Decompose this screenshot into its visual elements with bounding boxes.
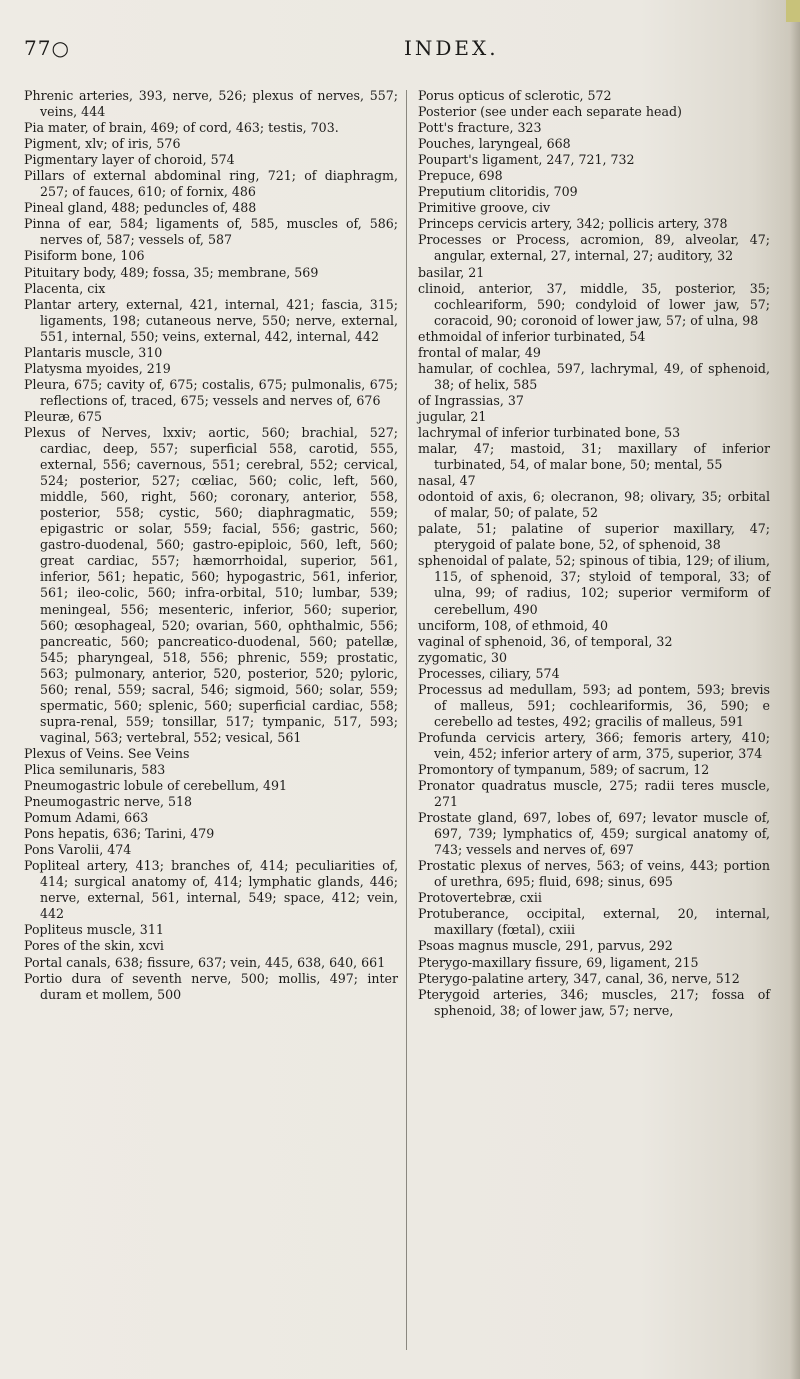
index-entry: Pineal gland, 488; peduncles of, 488 [24,200,257,216]
index-entry: Processus ad medullam, 593; ad pontem, 593; brevis of malleus, 591; cochleariformis, 36, 590; e cerebello ad testes, 492; gracilis of malleus, 591 [418,681,770,729]
index-entry: unciform, 108, of ethmoid, 40 [418,617,609,633]
index-entry: Protovertebræ, cxii [418,890,542,906]
index-entry: Posterior (see under each separate head) [418,104,682,120]
index-entry: Pons hepatis, 636; Tarini, 479 [24,826,215,842]
index-entry: Plantar artery, external, 421, internal, 421; fascia, 315; ligaments, 198; cutaneous nerve, 550; nerve, external, 551, internal, 550; veins, external, 442, internal, 442 [24,296,398,344]
index-entry: Processes, ciliary, 574 [418,665,560,681]
index-entry: Pleura, 675; cavity of, 675; costalis, 675; pulmonalis, 675; reflections of, traced, 675; vessels and nerves of, 676 [24,376,398,408]
right-index-column [418,88,770,1019]
index-entry: Pillars of external abdominal ring, 721; of diaphragm, 257; of fauces, 610; of fornix, 486 [24,168,398,200]
index-entry: Pomum Adami, 663 [24,810,149,826]
index-entry: Pneumogastric nerve, 518 [24,794,193,810]
index-entry: Platysma myoides, 219 [24,360,171,376]
index-entry: Porus opticus of sclerotic, 572 [418,88,612,103]
index-entry: Pinna of ear, 584; ligaments of, 585, muscles of, 586; nerves of, 587; vessels of, 587 [24,216,398,248]
index-entry: Pterygo-maxillary fissure, 69, ligament, 215 [418,954,699,970]
index-entry: Pterygo-palatine artery, 347, canal, 36, nerve, 512 [418,970,740,986]
index-entry: Popliteal artery, 413; branches of, 414; peculiarities of, 414; surgical anatomy of, 414; lymphatic glands, 446; nerve, external, 561, internal, 549; space, 412; vein, 442 [24,858,398,922]
index-entry: Profunda cervicis artery, 366; femoris artery, 410; vein, 452; inferior artery of arm, 375, superior, 374 [418,729,770,761]
index-entry: Portal canals, 638; fissure, 637; vein, 445, 638, 640, 661 [24,954,386,970]
index-entry: Princeps cervicis artery, 342; pollicis artery, 378 [418,216,728,232]
index-entry: Processes or Process, acromion, 89, alveolar, 47; angular, external, 27, internal, 27; auditory, 32 [418,232,770,264]
index-entry: Pons Varolii, 474 [24,842,132,858]
index-entry: Plexus of Nerves, lxxiv; aortic, 560; brachial, 527; cardiac, deep, 557; superficial 558, carotid, 555, external, 556; cavernous, 551; cerebral, 552; cervical, 524; posterior, 527; cœliac, 560; colic, left, 560, middle, 560, right, 560; coronary, anterior, 558, posterior, 558; cystic, 560; diaphragmatic, 559; epigastric or solar, 559; facial, 556; gastric, 560; gastro-duodenal, 560; gastro-epiploic, 560, left, 560; great cardiac, 557; hæmorrhoidal, superior, 561, inferior, 561; hepatic, 560; hypogastric, 561, inferior, 561; ileo-colic, 560; infra-orbital, 510; lumbar, 539; meningeal, 556; mesenteric, inferior, 560; superior, 560; œsophageal, 520; ovarian, 560, ophthalmic, 556; pancreatic, 560; pancreatico-duodenal, 560; patellæ, 545; pharyngeal, 518, 556; phrenic, 559; prostatic, 563; pulmonary, anterior, 520, posterior, 520; pyloric, 560; renal, 559; sacral, 546; sigmoid, 560; solar, 559; spermatic, 560; splenic, 560; superficial cardiac, 558; supra-renal, 559; tonsillar, 517; tympanic, 517, 593; vaginal, 563; vertebral, 552; vesical, 561 [24,424,398,745]
index-entry: Prepuce, 698 [418,168,503,184]
page-number: 77○ [24,36,70,60]
index-entry: Pronator quadratus muscle, 275; radii teres muscle, 271 [418,778,770,810]
index-entry: ethmoidal of inferior turbinated, 54 [418,328,646,344]
index-entry: Poupart's ligament, 247, 721, 732 [418,152,635,168]
index-entry: Popliteus muscle, 311 [24,922,164,938]
index-entry: basilar, 21 [418,264,485,280]
index-entry: Plantaris muscle, 310 [24,344,163,360]
index-entry: Pituitary body, 489; fossa, 35; membrane, 569 [24,264,319,280]
index-entry: Pouches, laryngeal, 668 [418,136,571,152]
index-entry: jugular, 21 [418,408,487,424]
index-entry: Pleuræ, 675 [24,408,102,424]
index-entry: frontal of malar, 49 [418,344,541,360]
index-entry: Placenta, cix [24,280,106,296]
index-entry: Plica semilunaris, 583 [24,761,166,777]
index-entry: Phrenic arteries, 393, nerve, 526; plexus of nerves, 557; veins, 444 [24,88,398,120]
index-entry: Pisiform bone, 106 [24,248,145,264]
index-entry: of Ingrassias, 37 [418,392,524,408]
index-entry: odontoid of axis, 6; olecranon, 98; olivary, 35; orbital of malar, 50; of palate, 52 [418,489,770,521]
index-entry: lachrymal of inferior turbinated bone, 53 [418,424,681,440]
index-entry: clinoid, anterior, 37, middle, 35, posterior, 35; cochleariform, 590; condyloid of lower jaw, 57; coracoid, 90; coronoid of lower jaw, 57; of ulna, 98 [418,280,770,328]
index-entry: palate, 51; palatine of superior maxillary, 47; pterygoid of palate bone, 52, of sphenoid, 38 [418,521,770,553]
index-entry: malar, 47; mastoid, 31; maxillary of inferior turbinated, 54, of malar bone, 50; mental, 55 [418,441,770,473]
running-head [24,36,770,66]
page-edge-shadow [790,0,800,1379]
index-entry: nasal, 47 [418,473,476,489]
index-entry: Pott's fracture, 323 [418,120,542,136]
index-entry: Promontory of tympanum, 589; of sacrum, 12 [418,761,710,777]
page-edge-mark [786,0,800,22]
index-entry: Preputium clitoridis, 709 [418,184,578,200]
index-entry: Primitive groove, civ [418,200,551,216]
index-entry: hamular, of cochlea, 597, lachrymal, 49, of sphenoid, 38; of helix, 585 [418,360,770,392]
index-entry: Pores of the skin, xcvi [24,938,164,954]
index-entry: Psoas magnus muscle, 291, parvus, 292 [418,938,673,954]
running-title: INDEX. [404,36,499,60]
index-entry: Pneumogastric lobule of cerebellum, 491 [24,778,288,794]
index-entry: Prostatic plexus of nerves, 563; of veins, 443; portion of urethra, 695; fluid, 698; sinus, 695 [418,858,770,890]
index-entry: Pigment, xlv; of iris, 576 [24,136,181,152]
index-entry: Prostate gland, 697, lobes of, 697; levator muscle of, 697, 739; lymphatics of, 459; surgical anatomy of, 743; vessels and nerves of, 697 [418,810,770,858]
index-entry: vaginal of sphenoid, 36, of temporal, 32 [418,633,673,649]
index-entry: Protuberance, occipital, external, 20, internal, maxillary (fœtal), cxiii [418,906,770,938]
column-divider [406,90,407,1350]
index-entry: Pterygoid arteries, 346; muscles, 217; fossa of sphenoid, 38; of lower jaw, 57; nerve, [418,986,770,1018]
index-entry: zygomatic, 30 [418,649,508,665]
index-entry: Portio dura of seventh nerve, 500; mollis, 497; inter duram et mollem, 500 [24,970,398,1002]
index-entry: Pia mater, of brain, 469; of cord, 463; testis, 703. [24,120,339,136]
index-entry: Pigmentary layer of choroid, 574 [24,152,235,168]
index-entry: Plexus of Veins. See Veins [24,745,190,761]
left-index-column [24,88,398,1003]
index-entry: sphenoidal of palate, 52; spinous of tibia, 129; of ilium, 115, of sphenoid, 37; styloid of temporal, 33; of ulna, 99; of radius, 102; superior vermiform of cerebellum, 490 [418,553,770,617]
